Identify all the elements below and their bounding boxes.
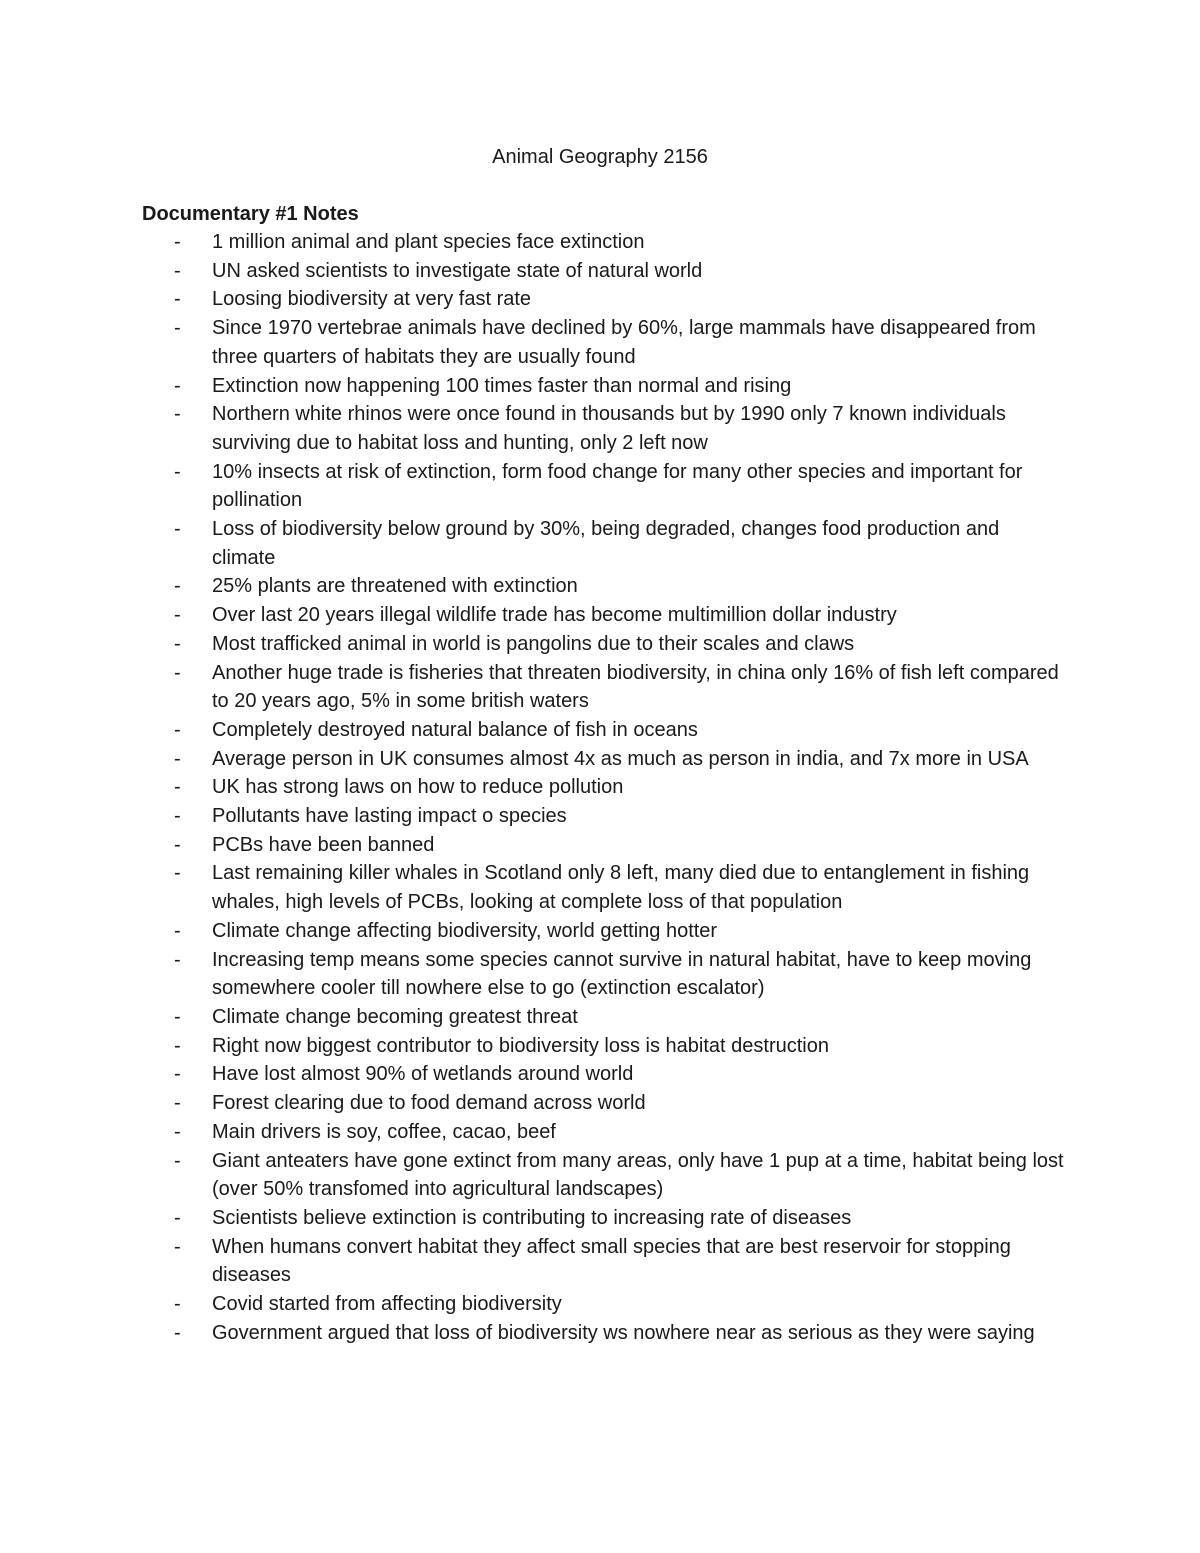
note-text: Pollutants have lasting impact o species [212,805,567,828]
note-item [0,314,1200,371]
note-bullet: - [174,288,181,311]
note-bullet: - [174,518,181,541]
note-bullet: - [174,403,181,426]
note-text: Scientists believe extinction is contributing to increasing rate of diseases [212,1206,852,1229]
note-item [0,716,1200,745]
note-bullet: - [174,1063,181,1086]
note-item [0,458,1200,515]
note-bullet: - [174,661,181,684]
note-item [0,745,1200,774]
note-bullet: - [174,1092,181,1115]
note-item [0,1003,1200,1032]
notes-list [0,228,1200,1347]
note-bullet: - [174,575,181,598]
note-text: Northern white rhinos were once found in thousands but by 1990 only 7 known individuals surviving due to habitat loss and hunting, only 2 left now [212,403,1006,454]
note-item [0,1060,1200,1089]
note-item [0,1032,1200,1061]
note-bullet: - [174,1235,181,1258]
note-item [0,773,1200,802]
note-text: Increasing temp means some species cannot survive in natural habitat, have to keep moving somewhere cooler till nowhere else to go (extinction escalator) [212,948,1032,1000]
note-bullet: - [174,632,181,655]
note-bullet: - [174,1034,181,1057]
note-text: Forest clearing due to food demand across world [212,1092,646,1115]
note-bullet: - [174,805,181,828]
note-item [0,859,1200,916]
note-bullet: - [174,948,181,971]
note-bullet: - [174,317,181,340]
note-text: Main drivers is soy, coffee, cacao, beef [212,1120,556,1143]
note-text: Climate change affecting biodiversity, world getting hotter [212,919,718,942]
note-text: 25% plants are threatened with extinction [212,575,578,598]
note-item [0,285,1200,314]
note-text: Right now biggest contributor to biodiversity loss is habitat destruction [212,1034,829,1057]
note-item [0,1290,1200,1319]
note-item [0,400,1200,457]
document-title: Animal Geography 2156 [492,146,708,168]
note-bullet: - [174,833,181,856]
note-item [0,1204,1200,1233]
note-text: Climate change becoming greatest threat [212,1005,578,1028]
note-bullet: - [174,1149,181,1172]
note-text: Last remaining killer whales in Scotland only 8 left, many died due to entanglement in fishing whales, high levels of PCBs, looking at complete loss of that population [212,862,1030,914]
note-text: Have lost almost 90% of wetlands around world [212,1063,634,1086]
note-item [0,831,1200,860]
note-text: Another huge trade is fisheries that threaten biodiversity, in china only 16% of fish left compared to 20 years ago, 5% in some british waters [212,661,1059,713]
note-text: Extinction now happening 100 times faster than normal and rising [212,374,792,397]
note-text: Average person in UK consumes almost 4x as much as person in india, and 7x more in USA [212,747,1029,770]
note-text: 1 million animal and plant species face extinction [212,231,645,253]
note-item [0,659,1200,716]
note-bullet: - [174,374,181,397]
note-text: Loosing biodiversity at very fast rate [212,288,532,311]
note-text: Since 1970 vertebrae animals have declined by 60%, large mammals have disappeared from three quarters of habitats they are usually found [212,317,1036,368]
note-text: Completely destroyed natural balance of fish in oceans [212,718,698,741]
note-bullet: - [174,862,181,885]
note-item [0,228,1200,257]
note-item [0,515,1200,572]
note-bullet: - [174,259,181,282]
note-bullet: - [174,1206,181,1229]
note-bullet: - [174,1293,181,1316]
note-item [0,1089,1200,1118]
note-item [0,1118,1200,1147]
note-bullet: - [174,231,181,253]
note-item [0,1319,1200,1348]
note-bullet: - [174,1120,181,1143]
note-text: Over last 20 years illegal wildlife trade has become multimillion dollar industry [212,604,897,627]
note-item [0,630,1200,659]
note-item [0,802,1200,831]
note-item [0,946,1200,1003]
note-bullet: - [174,919,181,942]
note-bullet: - [174,718,181,741]
note-item [0,257,1200,286]
note-bullet: - [174,460,181,483]
section-heading: Documentary #1 Notes [142,203,359,225]
note-text: Covid started from affecting biodiversity [212,1293,562,1316]
note-item [0,917,1200,946]
note-item [0,572,1200,601]
note-text: PCBs have been banned [212,833,435,856]
note-text: UN asked scientists to investigate state of natural world [212,259,703,282]
note-item [0,1233,1200,1290]
note-text: When humans convert habitat they affect small species that are best reservoir for stopping diseases [212,1235,1011,1287]
note-text: Loss of biodiversity below ground by 30%, being degraded, changes food production and climate [212,518,1000,569]
note-text: Most trafficked animal in world is pangolins due to their scales and claws [212,632,855,655]
note-item [0,601,1200,630]
note-text: UK has strong laws on how to reduce pollution [212,776,624,799]
note-bullet: - [174,604,181,627]
note-bullet: - [174,747,181,770]
note-bullet: - [174,1321,181,1344]
note-text: Giant anteaters have gone extinct from many areas, only have 1 pup at a time, habitat being lost (over 50% transfomed into agricultural landscapes) [212,1149,1064,1201]
note-item [0,372,1200,401]
note-item [0,1147,1200,1204]
note-text: 10% insects at risk of extinction, form food change for many other species and important for pollination [212,460,1023,512]
note-text: Government argued that loss of biodiversity ws nowhere near as serious as they were saying [212,1321,1035,1344]
note-bullet: - [174,1005,181,1028]
note-bullet: - [174,776,181,799]
